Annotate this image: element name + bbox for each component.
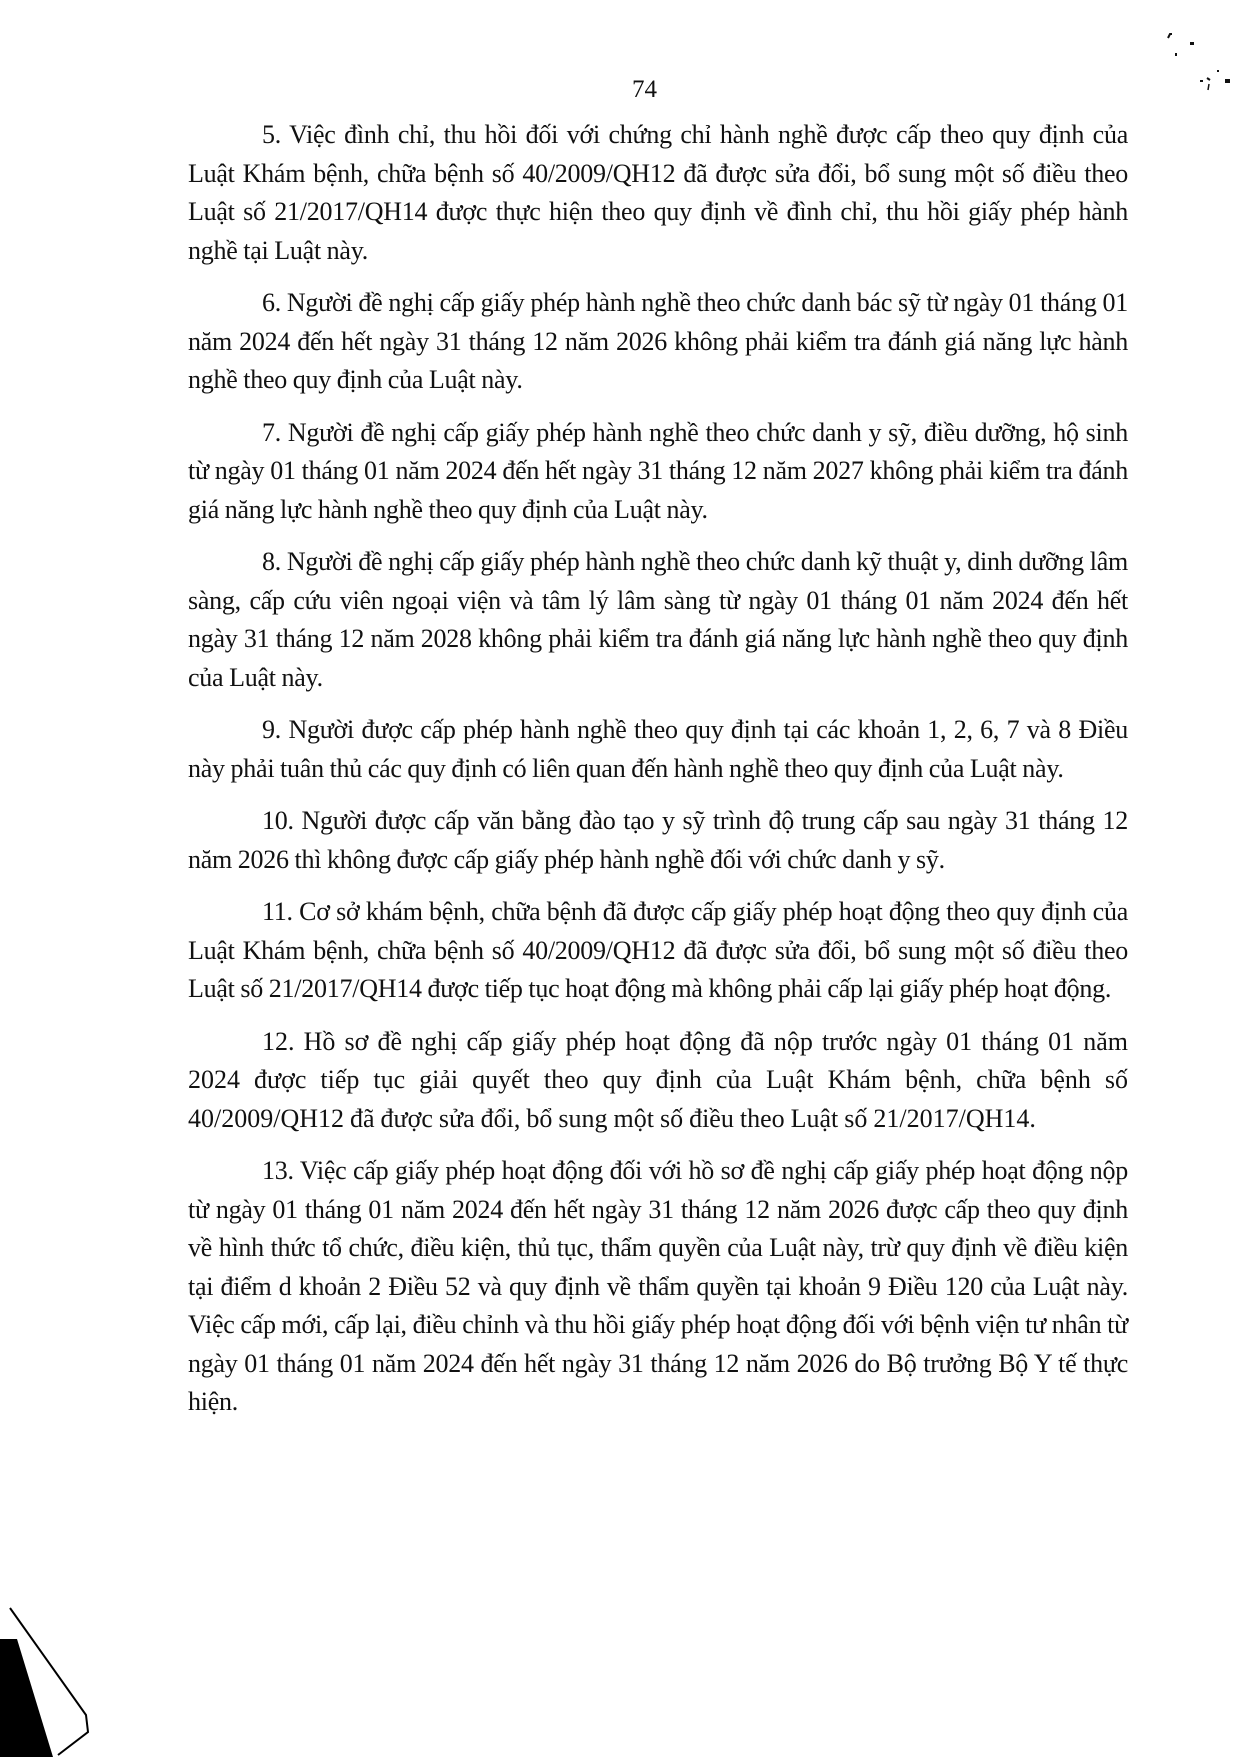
clause-9: 9. Người được cấp phép hành nghề theo quy định tại các khoản 1, 2, 6, 7 và 8 Điều này phải tuân thủ các quy định có liên quan đến hành nghề theo quy định của Luật này.	[188, 715, 1128, 783]
clause-13: 13. Việc cấp giấy phép hoạt động đối với hồ sơ đề nghị cấp giấy phép hoạt động nộp từ ngày 01 tháng 01 năm 2024 đến hết ngày 31 tháng 12 năm 2026 được cấp theo quy định về hình thức tổ chức, điều kiện, thủ tục, thẩm quyền của Luật này, trừ quy định về điều kiện tại điểm d khoản 2 Điều 52 và quy định về thẩm quyền tại khoản 9 Điều 120 của Luật này. Việc cấp mới, cấp lại, điều chỉnh và thu hồi giấy phép hoạt động đối với bệnh viện tư nhân từ ngày 01 tháng 01 năm 2024 đến hết ngày 31 tháng 12 năm 2026 do Bộ trưởng Bộ Y tế thực hiện.	[188, 1156, 1128, 1416]
clause-6: 6. Người đề nghị cấp giấy phép hành nghề theo chức danh bác sỹ từ ngày 01 tháng 01 năm 2024 đến hết ngày 31 tháng 12 năm 2026 không phải kiểm tra đánh giá năng lực hành nghề theo quy định của Luật này.	[188, 288, 1128, 394]
clause-7: 7. Người đề nghị cấp giấy phép hành nghề theo chức danh y sỹ, điều dưỡng, hộ sinh từ ngày 01 tháng 01 năm 2024 đến hết ngày 31 tháng 12 năm 2027 không phải kiểm tra đánh giá năng lực hành nghề theo quy định của Luật này.	[188, 417, 1128, 524]
scan-artifact-top-right	[1130, 20, 1253, 120]
scan-artifact-bottom-left	[0, 1560, 140, 1757]
clause-8: 8. Người đề nghị cấp giấy phép hành nghề theo chức danh kỹ thuật y, dinh dưỡng lâm sàng, cấp cứu viên ngoại viện và tâm lý lâm sàng từ ngày 01 tháng 01 năm 2024 đến hết ngày 31 tháng 12 năm 2028 không phải kiểm tra đánh giá năng lực hành nghề theo quy định của Luật này.	[188, 547, 1128, 692]
clause-10: 10. Người được cấp văn bằng đào tạo y sỹ trình độ trung cấp sau ngày 31 tháng 12 năm 2026 thì không được cấp giấy phép hành nghề đối với chức danh y sỹ.	[188, 806, 1128, 874]
clause-11: 11. Cơ sở khám bệnh, chữa bệnh đã được cấp giấy phép hoạt động theo quy định của Luật Khám bệnh, chữa bệnh số 40/2009/QH12 đã được sửa đổi, bổ sung một số điều theo Luật số 21/2017/QH14 được tiếp tục hoạt động mà không phải cấp lại giấy phép hoạt động.	[188, 897, 1128, 1003]
clause-12: 12. Hồ sơ đề nghị cấp giấy phép hoạt động đã nộp trước ngày 01 tháng 01 năm 2024 được tiếp tục giải quyết theo quy định của Luật Khám bệnh, chữa bệnh số 40/2009/QH12 đã được sửa đổi, bổ sung một số điều theo Luật số 21/2017/QH14.	[188, 1026, 1128, 1133]
clause-5: 5. Việc đình chỉ, thu hồi đối với chứng chỉ hành nghề được cấp theo quy định của Luật Khám bệnh, chữa bệnh số 40/2009/QH12 đã được sửa đổi, bổ sung một số điều theo Luật số 21/2017/QH14 được thực hiện theo quy định về đình chỉ, thu hồi giấy phép hành nghề tại Luật này.	[188, 120, 1128, 265]
page-number: 74	[632, 76, 657, 103]
document-body	[188, 116, 1128, 1436]
